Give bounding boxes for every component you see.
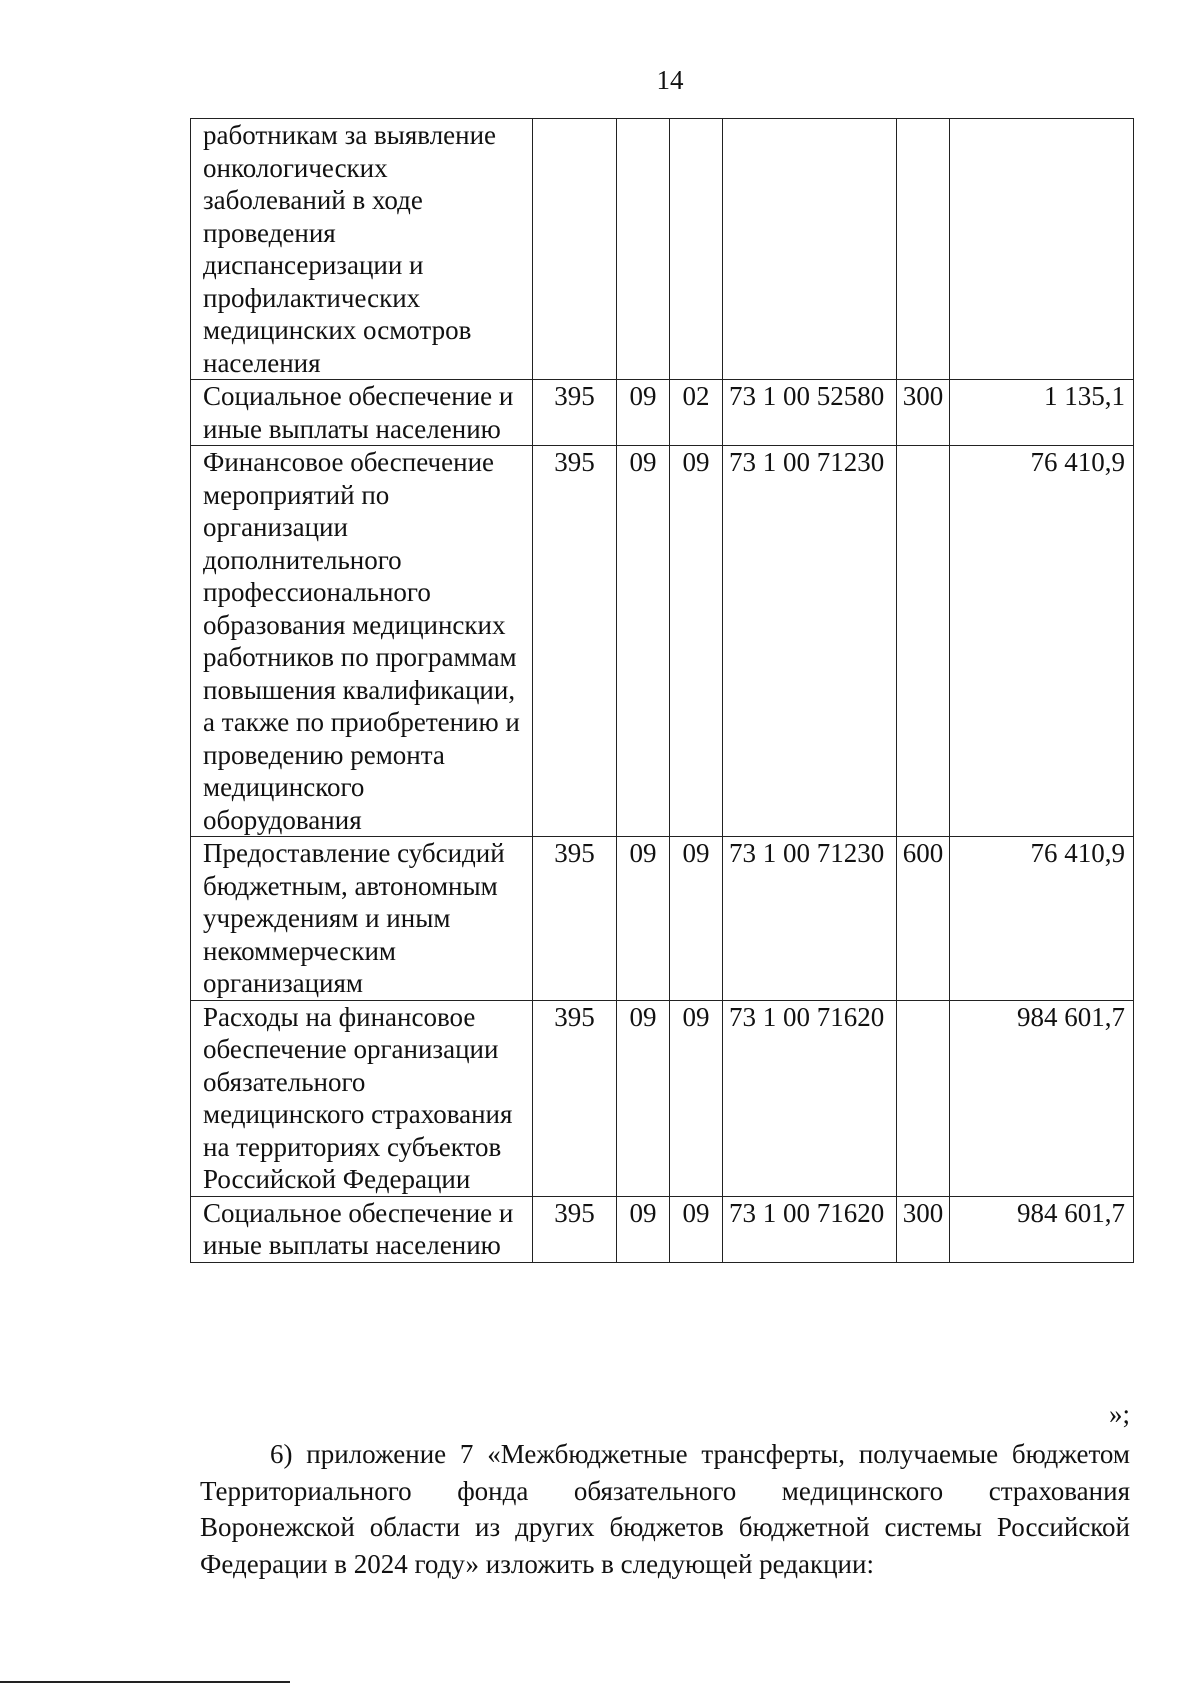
budget-table <box>190 118 1134 1263</box>
row-csr: 73 1 00 71230 <box>723 446 897 837</box>
row-vr <box>897 1000 950 1196</box>
row-rz: 09 <box>617 1000 670 1196</box>
row-name: Социальное обеспечение и иные выплаты населению <box>191 1196 533 1262</box>
table-row <box>191 1000 1134 1196</box>
row-csr: 73 1 00 71620 <box>723 1000 897 1196</box>
row-sum: 76 410,9 <box>950 837 1134 1001</box>
table-row <box>191 446 1134 837</box>
row-name: работникам за выявление онкологических заболеваний в ходе проведения диспансеризации и профилактических медицинских осмотров населения <box>191 119 533 380</box>
row-name: Предоставление субсидий бюджетным, автономным учреждениям и иным некоммерческим организациям <box>191 837 533 1001</box>
row-name: Финансовое обеспечение мероприятий по организации дополнительного профессионального образования медицинских работников по программам повышения квалификации, а также по приобретению и проведению ремонта медицинского оборудования <box>191 446 533 837</box>
row-rz: 09 <box>617 380 670 446</box>
row-csr: 73 1 00 71620 <box>723 1196 897 1262</box>
row-vr: 300 <box>897 380 950 446</box>
row-pr: 09 <box>670 1000 723 1196</box>
row-min: 395 <box>533 1000 617 1196</box>
row-name: Расходы на финансовое обеспечение организации обязательного медицинского страхования на территориях субъектов Российской Федерации <box>191 1000 533 1196</box>
row-vr: 600 <box>897 837 950 1001</box>
row-vr <box>897 119 950 380</box>
table-row <box>191 380 1134 446</box>
row-min: 395 <box>533 1196 617 1262</box>
row-min <box>533 119 617 380</box>
row-sum: 76 410,9 <box>950 446 1134 837</box>
row-vr: 300 <box>897 1196 950 1262</box>
row-pr: 09 <box>670 446 723 837</box>
row-csr <box>723 119 897 380</box>
page-number: 14 <box>656 65 684 95</box>
row-rz: 09 <box>617 446 670 837</box>
row-rz <box>617 119 670 380</box>
row-csr: 73 1 00 52580 <box>723 380 897 446</box>
row-vr <box>897 446 950 837</box>
row-pr <box>670 119 723 380</box>
footer-divider <box>0 1681 290 1683</box>
row-pr: 02 <box>670 380 723 446</box>
row-sum <box>950 119 1134 380</box>
row-pr: 09 <box>670 1196 723 1262</box>
table-row <box>191 1196 1134 1262</box>
row-pr: 09 <box>670 837 723 1001</box>
row-sum: 1 135,1 <box>950 380 1134 446</box>
row-min: 395 <box>533 837 617 1001</box>
row-rz: 09 <box>617 837 670 1001</box>
row-csr: 73 1 00 71230 <box>723 837 897 1001</box>
row-min: 395 <box>533 446 617 837</box>
row-sum: 984 601,7 <box>950 1000 1134 1196</box>
row-name: Социальное обеспечение и иные выплаты населению <box>191 380 533 446</box>
table-row <box>191 119 1134 380</box>
row-rz: 09 <box>617 1196 670 1262</box>
table-row <box>191 837 1134 1001</box>
row-min: 395 <box>533 380 617 446</box>
row-sum: 984 601,7 <box>950 1196 1134 1262</box>
closing-quote: »; <box>1108 1399 1130 1429</box>
body-paragraph: 6) приложение 7 «Межбюджетные трансферты, получаемые бюджетом Территориального фонда обязательного медицинского страхования Воронежской области из других бюджетов бюджетной системы Российской Федерации в 2024 году» изложить в следующей редакции: <box>200 1439 1130 1579</box>
